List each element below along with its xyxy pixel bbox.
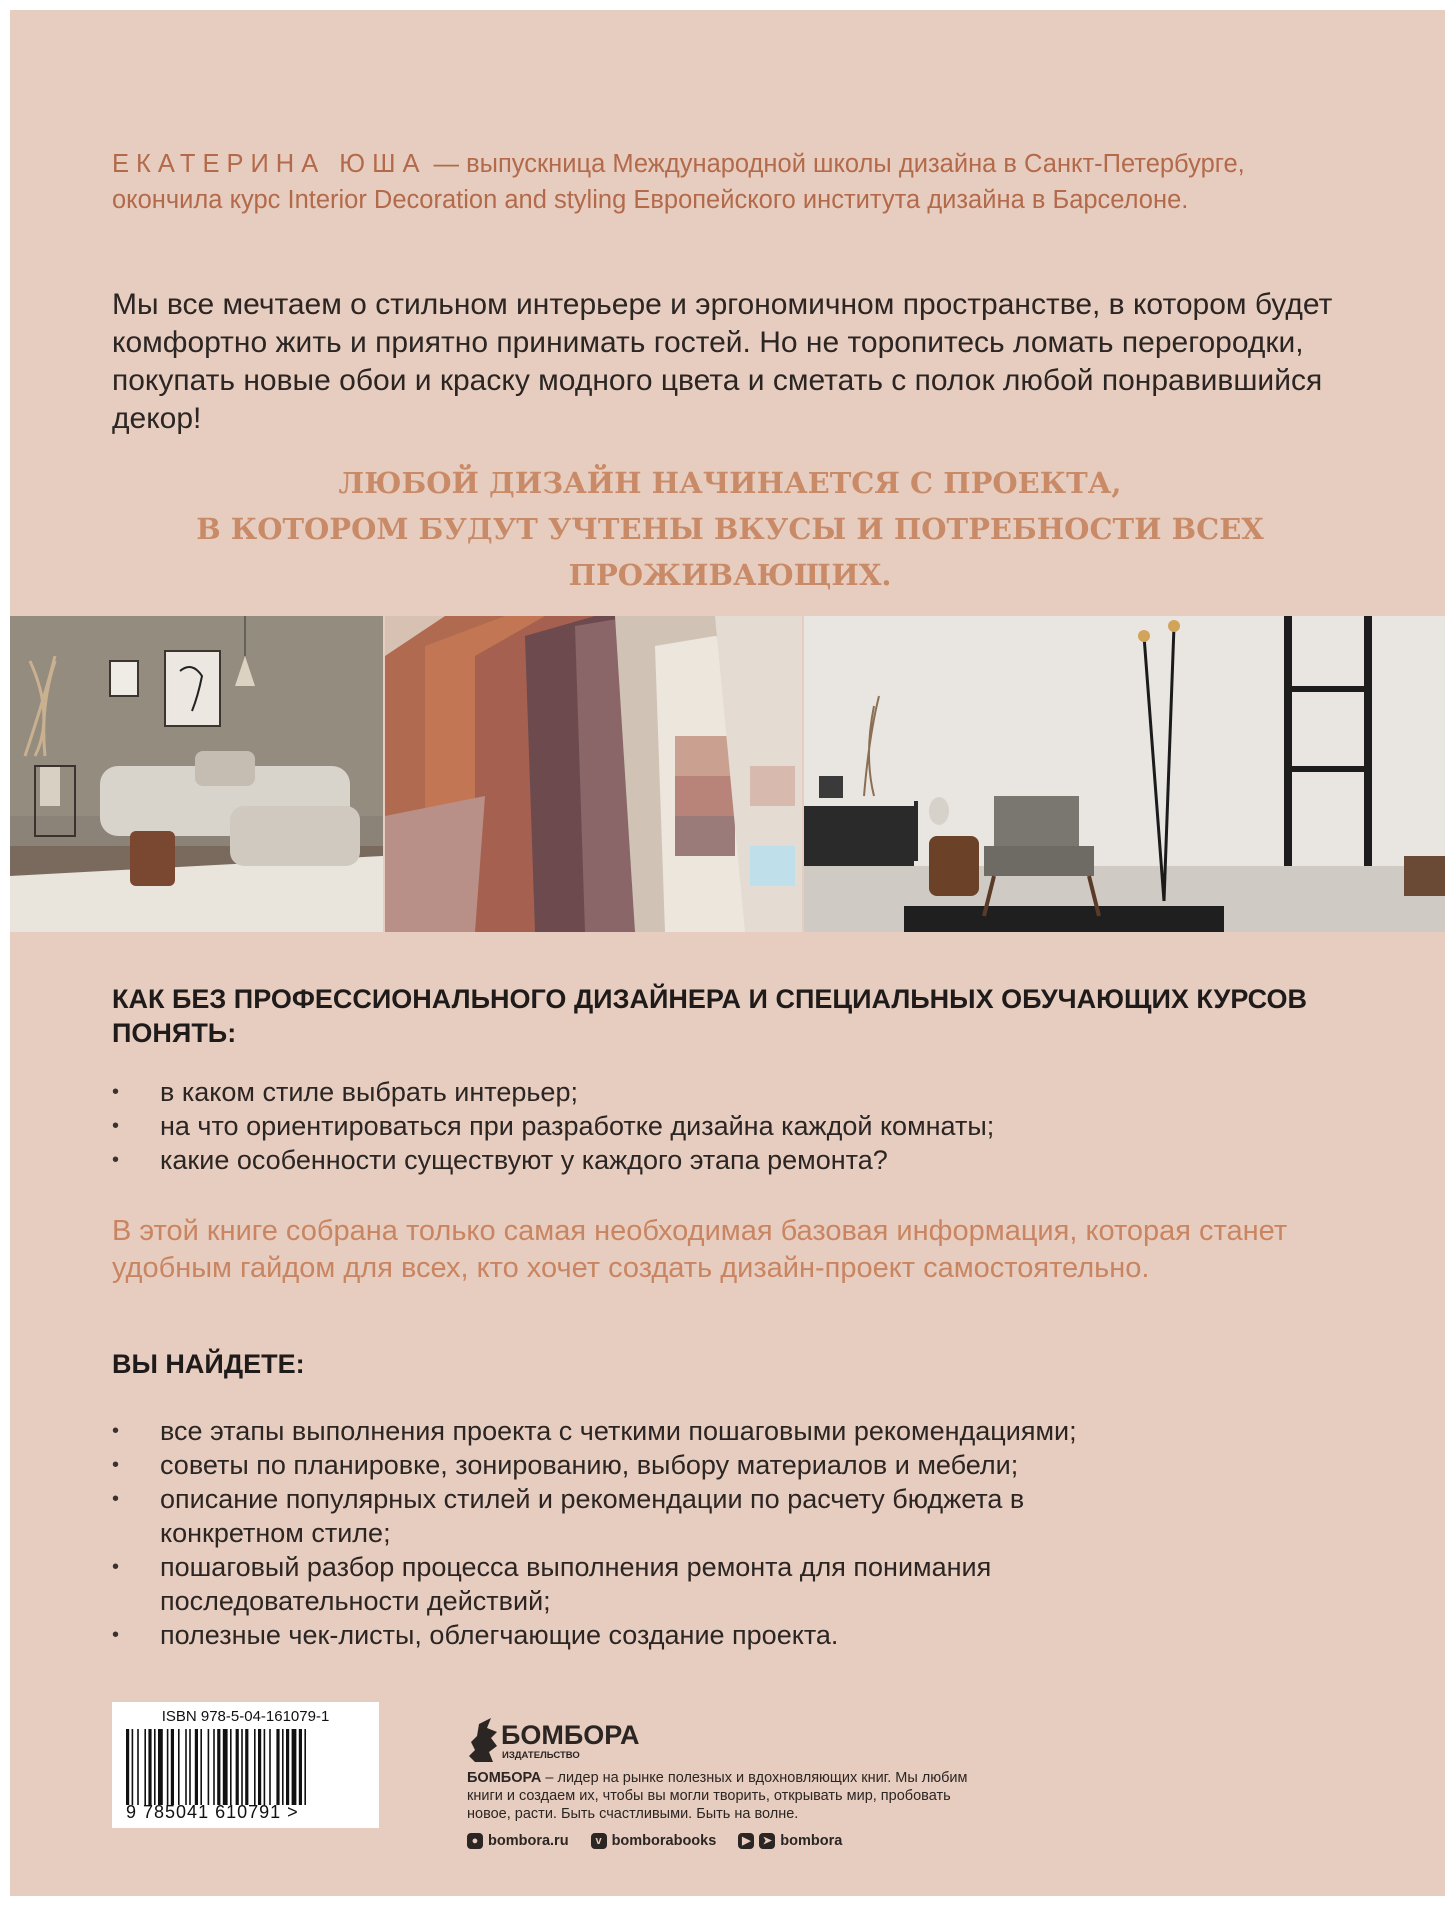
publisher-sub: ИЗДАТЕЛЬСТВО xyxy=(502,1750,580,1761)
site-link[interactable] xyxy=(467,1833,569,1849)
list-item: • все этапы выполнения проекта с четкими пошаговыми рекомендациями; xyxy=(110,1414,1170,1448)
list-item: • описание популярных стилей и рекомендации по расчету бюджета в конкретном стиле; xyxy=(110,1482,1170,1550)
list-item: • советы по планировке, зонированию, выбору материалов и мебели; xyxy=(110,1448,1170,1482)
living-room-photo xyxy=(10,616,383,932)
vk-link[interactable] xyxy=(591,1833,717,1849)
publisher-logo xyxy=(467,1704,647,1774)
motto-line-1: ЛЮБОЙ ДИЗАЙН НАЧИНАЕТСЯ С ПРОЕКТА, xyxy=(338,466,1122,500)
publisher-desc-text: – лидер на рынке полезных и вдохновляющих книг. Мы любим книги и создаем их, чтобы вы могли творить, открывать мир, пробовать новое, расти. Быть счастливыми. Быть на волне. xyxy=(467,1770,968,1822)
isbn-digits: 9 785041 610791 > xyxy=(126,1802,299,1822)
photo-strip xyxy=(10,616,1445,932)
back-cover xyxy=(10,10,1445,1896)
site-text: bombora.ru xyxy=(488,1833,569,1849)
bombora-logo-icon xyxy=(467,1704,647,1774)
find-heading: ВЫ НАЙДЕТЕ: xyxy=(112,1349,305,1379)
vk-icon: v xyxy=(591,1833,607,1849)
barcode-icon xyxy=(124,1729,367,1805)
publisher-description xyxy=(467,1769,987,1823)
armchair-room-photo xyxy=(804,616,1445,932)
question-heading: КАК БЕЗ ПРОФЕССИОНАЛЬНОГО ДИЗАЙНЕРА И СПЕЦИАЛЬНЫХ ОБУЧАЮЩИХ КУРСОВ ПОНЯТЬ: xyxy=(112,984,1308,1048)
youtube-icon: ▶ xyxy=(738,1833,754,1849)
motto-line-2: В КОТОРОМ БУДУТ УЧТЕНЫ ВКУСЫ И ПОТРЕБНОСТИ ВСЕХ xyxy=(196,512,1264,546)
highlight-paragraph: В этой книге собрана только самая необходимая базовая информация, которая станет удобным гайдом для всех, кто хочет создать дизайн-проект самостоятельно. xyxy=(112,1215,1288,1284)
motto-line-3: ПРОЖИВАЮЩИХ. xyxy=(568,558,892,592)
intro-paragraph: Мы все мечтаем о стильном интерьере и эргономичном пространстве, в котором будет комфортно жить и приятно принимать гостей. Но не торопитесь ломать перегородки, покупать новые обои и краску модного цвета и сметать с полок любой понравившийся декор! xyxy=(112,288,1333,435)
author-bio-text: — выпускница Международной школы дизайна в Санкт-Петербурге, окончила курс Interior Decoration and styling Европейского института дизайна в Барселоне. xyxy=(112,150,1245,214)
list-item: • в каком стиле выбрать интерьер; xyxy=(110,1075,1350,1109)
isbn-label: ISBN 978-5-04-161079-1 xyxy=(161,1708,330,1725)
list-item: • какие особенности существуют у каждого этапа ремонта? xyxy=(110,1143,1350,1177)
telegram-link[interactable] xyxy=(738,1833,842,1849)
publisher-socials xyxy=(467,1833,842,1849)
motto xyxy=(70,460,1390,598)
publisher-desc-lead: БОМБОРА xyxy=(467,1770,542,1786)
author-name: ЕКАТЕРИНА ЮША xyxy=(112,150,427,178)
list-item: • полезные чек-листы, облегчающие создание проекта. xyxy=(110,1618,1170,1652)
author-bio xyxy=(112,146,1362,218)
vk-text: bomborabooks xyxy=(611,1833,717,1849)
tg-text: bombora xyxy=(780,1833,843,1849)
question-list xyxy=(110,1075,1350,1177)
find-list xyxy=(110,1414,1170,1652)
list-item: • на что ориентироваться при разработке дизайна каждой комнаты; xyxy=(110,1109,1350,1143)
list-item: • пошаговый разбор процесса выполнения ремонта для понимания последовательности действий; xyxy=(110,1550,1170,1618)
fabric-swatches-photo xyxy=(385,616,802,932)
publisher-name: БОМБОРА xyxy=(501,1720,640,1750)
telegram-icon: ➤ xyxy=(759,1833,775,1849)
web-icon: ● xyxy=(467,1833,483,1849)
isbn-barcode-box xyxy=(112,1702,379,1828)
